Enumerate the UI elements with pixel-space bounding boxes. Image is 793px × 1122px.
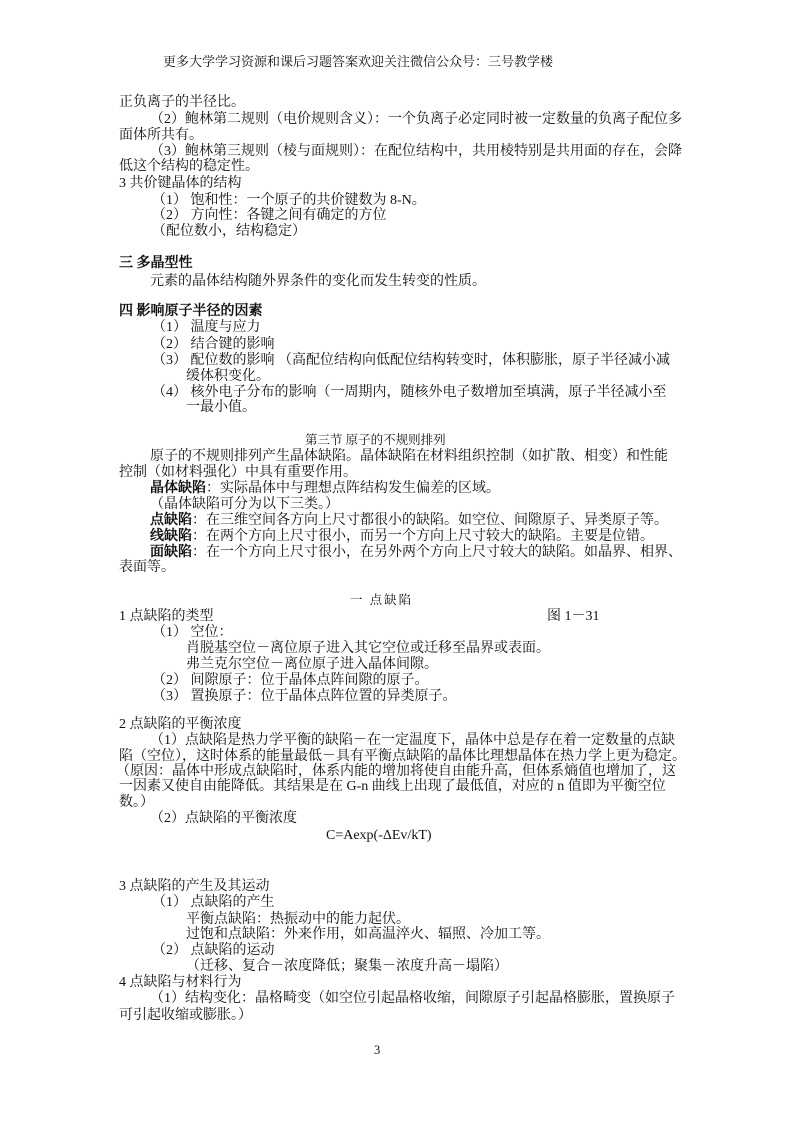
paragraph-line: （晶体缺陷可分为以下三类。）: [150, 497, 339, 512]
paragraph-line: 陷（空位），这时体系的能量最低－具有平衡点缺陷的晶体比理想晶体在热力学上更为稳定。: [119, 749, 686, 764]
list-item: （2） 结合键的影响: [152, 337, 275, 352]
subsection-title: 一 点缺陷: [350, 593, 414, 607]
paragraph-line: 面体所共有。: [119, 128, 203, 143]
paragraph-line: 数。）: [119, 795, 154, 810]
list-item: （4） 核外电子分布的影响（一周期内，随核外电子数增加至填满，原子半径减小至: [152, 385, 667, 400]
term-definition: ：在两个方向上尺寸很小，而另一个方向上尺寸较大的缺陷。主要是位错。: [192, 529, 654, 544]
list-subitem: 弗兰克尔空位－离位原子进入晶体间隙。: [186, 657, 438, 672]
list-item: （1） 温度与应力: [152, 320, 261, 335]
list-item: （2） 间隙原子：位于晶体点阵间隙的原子。: [152, 673, 429, 688]
paragraph-line: 控制（如材料强化）中具有重要作用。: [119, 465, 357, 480]
subsection-heading: 2 点缺陷的平衡浓度: [119, 717, 242, 732]
subsection-heading: 3 点缺陷的产生及其运动: [119, 879, 270, 894]
list-item: （2） 方向性：各键之间有确定的方位: [152, 208, 387, 223]
term-definition: ：在三维空间各方向上尺寸都很小的缺陷。如空位、间隙原子、异类原子等。: [192, 513, 668, 528]
paragraph-line: 一因素又使自由能降低。其结果是在 G-n 曲线上出现了最低值，对应的 n 值即为平衡空位: [119, 779, 666, 794]
term-label: 面缺陷: [150, 545, 192, 560]
list-subitem: （迁移、复合－浓度降低；聚集－浓度升高－塌陷）: [186, 959, 508, 974]
list-subitem: 过饱和点缺陷：外来作用，如高温淬火、辐照、冷加工等。: [186, 927, 550, 942]
list-item: （配位数小，结构稳定）: [152, 224, 306, 239]
list-item: （1） 饱和性：一个原子的共价键数为 8-N。: [152, 193, 426, 208]
subsection-heading: 1 点缺陷的类型: [119, 609, 214, 624]
paragraph-line: 正负离子的半径比。: [119, 95, 245, 110]
list-subitem: 平衡点缺陷：热振动中的能力起伏。: [186, 912, 410, 927]
page-header: 更多大学学习资源和课后习题答案欢迎关注微信公众号：三号教学楼: [163, 54, 554, 69]
term-definition: ：在一个方向上尺寸很小，在另外两个方向上尺寸较大的缺陷。如晶界、相界、: [192, 545, 682, 560]
subsection-heading: 3 共价键晶体的结构: [119, 176, 242, 191]
paragraph-line: （2）鲍林第二规则（电价规则含义）：一个负离子必定同时被一定数量的负离子配位多: [150, 112, 682, 127]
list-item-continuation: 一最小值。: [186, 400, 256, 415]
definition-crystal-defect: [150, 481, 500, 497]
term-label: 晶体缺陷: [150, 481, 206, 496]
paragraph-line: 元素的晶体结构随外界条件的变化而发生转变的性质。: [150, 274, 486, 289]
term-definition: ：实际晶体中与理想点阵结构发生偏差的区域。: [206, 481, 500, 496]
paragraph-line: 低这个结构的稳定性。: [119, 159, 259, 174]
section-heading: 三 多晶型性: [119, 256, 193, 271]
paragraph-line: 可引起收缩或膨胀。）: [119, 1008, 252, 1023]
paragraph-line: 表面等。: [119, 560, 175, 575]
list-item: （2） 点缺陷的运动: [152, 943, 275, 958]
subsection-heading: 4 点缺陷与材料行为: [119, 975, 242, 990]
paragraph-line: （1）结构变化：晶格畸变（如空位引起晶格收缩，间隙原子引起晶格膨胀，置换原子: [150, 991, 675, 1006]
paragraph-line: （3）鲍林第三规则（棱与面规则）：在配位结构中，共用棱特别是共用面的存在，会降: [150, 144, 682, 159]
paragraph-line: （1）点缺陷是热力学平衡的缺陷－在一定温度下，晶体中总是存在着一定数量的点缺: [150, 733, 675, 748]
term-label: 线缺陷: [150, 529, 192, 544]
definition-line-defect: [150, 529, 654, 545]
page-number: 3: [374, 1043, 381, 1057]
term-label: 点缺陷: [150, 513, 192, 528]
list-item: （3） 配位数的影响 （高配位结构向低配位结构转变时，体积膨胀，原子半径减小减: [152, 353, 670, 368]
formula: C=Aexp(-ΔEv/kT): [326, 828, 432, 843]
list-item: （2）点缺陷的平衡浓度: [150, 811, 297, 826]
section-heading: 四 影响原子半径的因素: [119, 304, 263, 319]
list-subitem: 肖脱基空位－离位原子进入其它空位或迁移至晶界或表面。: [186, 641, 550, 656]
list-item: （3） 置换原子：位于晶体点阵位置的异类原子。: [152, 689, 457, 704]
paragraph-line: （原因：晶体中形成点缺陷时，体系内能的增加将使自由能升高，但体系熵值也增加了，这: [116, 764, 676, 779]
list-item-continuation: 缓体积变化。: [186, 369, 270, 384]
definition-plane-defect: [150, 545, 682, 561]
paragraph-line: 原子的不规则排列产生晶体缺陷。晶体缺陷在材料组织控制（如扩散、相变）和性能: [150, 449, 668, 464]
list-item: （1） 点缺陷的产生: [152, 895, 275, 910]
definition-point-defect: [150, 513, 668, 529]
chapter-section-title: 第三节 原子的不规则排列: [305, 433, 446, 447]
list-item: （1） 空位：: [152, 625, 233, 640]
figure-reference: 图 1－31: [547, 609, 600, 624]
